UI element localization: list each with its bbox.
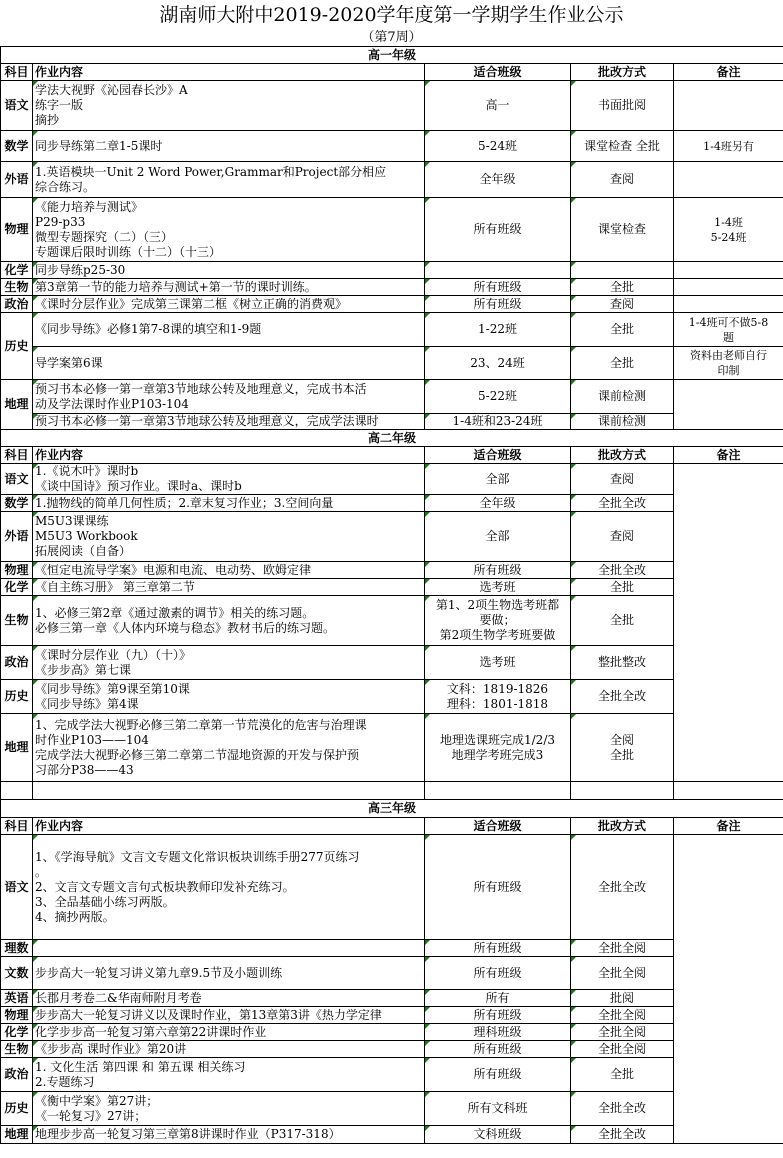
- classes-cell: 5-24班: [425, 131, 571, 162]
- content-cell-line: 《课时分层作业》完成第三课第二框《树立正确的消费观》: [35, 296, 348, 311]
- content-cell-line: 1. 文化生活 第四课 和 第五课 相关练习: [35, 1059, 246, 1074]
- content-cell-line: 第3章第一节的能力培养与测试+第一节的课时训练。: [35, 279, 317, 294]
- subject-cell: 地理: [1, 714, 33, 782]
- table-row: [1, 296, 783, 313]
- table-row: [1, 414, 783, 430]
- subject-cell: 化学: [1, 1024, 33, 1041]
- table-row: [1, 1126, 783, 1144]
- note-cell: [674, 464, 783, 782]
- classes-cell: 全年级: [425, 495, 571, 512]
- content-cell-line: 1.英语模块一Unit 2 Word Power,Grammar和Project部分相应: [35, 164, 387, 179]
- note-cell: [674, 262, 783, 279]
- subject-cell: 语文: [1, 81, 33, 131]
- content-cell: [33, 262, 425, 279]
- table-row: [1, 562, 783, 579]
- method-cell-line: 全阅: [609, 732, 634, 747]
- classes-cell: [425, 680, 571, 714]
- method-cell: 全批全阅: [571, 957, 674, 990]
- content-cell-line: 《恒定电流导学案》电源和电流、电动势、欧姆定律: [35, 562, 312, 577]
- note-cell: [674, 835, 783, 1144]
- content-cell-line: 长郡月考卷二&华南师附月考卷: [35, 990, 202, 1005]
- classes-cell: 所有文科班: [425, 1092, 571, 1126]
- content-cell-line: 2、文言文专题文言句式板块教师印发补充练习。: [35, 879, 295, 894]
- table-row: [1, 680, 783, 714]
- content-cell-line: 1.《说木叶》课时b: [35, 464, 139, 478]
- table-row: [1, 579, 783, 596]
- grade-title: 高一年级: [1, 47, 783, 64]
- content-cell: [33, 512, 425, 562]
- method-cell: 书面批阅: [571, 81, 674, 131]
- empty-cell: [425, 782, 571, 800]
- table-row: [1, 313, 783, 347]
- content-cell-line: 1.抛物线的简单几何性质；2.章末复习作业；3.空间向量: [35, 495, 334, 510]
- subject-cell: 数学: [1, 495, 33, 512]
- subject-cell: 数学: [1, 131, 33, 162]
- content-cell-line: 学法大视野《沁园春长沙》A: [35, 83, 188, 97]
- content-cell-line: 1、必修三第2章《通过激素的调节》相关的练习题。: [35, 605, 315, 620]
- subject-cell: 外语: [1, 512, 33, 562]
- header-subject: 科目: [1, 447, 33, 464]
- note-cell: [674, 313, 783, 347]
- content-cell-line: 同步导练第二章1-5课时: [35, 138, 163, 153]
- method-cell: 全批全阅: [571, 1024, 674, 1041]
- content-cell-line: 《同步导练》必修1第7-8课的填空和1-9题: [35, 322, 262, 336]
- classes-cell: 所有: [425, 990, 571, 1007]
- content-cell-line: 微型专题探究（二）（三）: [35, 229, 174, 244]
- table-row: [1, 646, 783, 680]
- subject-cell: 化学: [1, 579, 33, 596]
- note-cell: [674, 296, 783, 313]
- header-subject: 科目: [1, 64, 33, 81]
- table-row: [1, 990, 783, 1007]
- note-cell: [674, 81, 783, 131]
- content-cell-line: 时作业P103——104: [35, 732, 149, 747]
- header-note: 备注: [674, 447, 783, 464]
- classes-cell-line: 地理学考班完成3: [451, 747, 544, 762]
- method-cell: 课前检测: [571, 414, 674, 430]
- content-cell-line: 1、《学海导航》文言文专题文化常识板块训练手册277页练习: [35, 849, 360, 864]
- classes-cell-line: 第2项生物学考班要做: [439, 628, 556, 642]
- subject-cell: 文数: [1, 957, 33, 990]
- note-cell-line: 印制: [717, 364, 740, 377]
- method-cell: 查阅: [571, 512, 674, 562]
- content-cell: [33, 1007, 425, 1024]
- content-cell-line: 同步导练p25-30: [35, 262, 126, 277]
- content-cell-line: 《一轮复习》27讲；: [35, 1108, 147, 1123]
- method-cell: 课堂检查: [571, 198, 674, 262]
- content-cell: [33, 579, 425, 596]
- classes-cell: 5-22班: [425, 380, 571, 414]
- note-cell: [674, 198, 783, 262]
- subject-cell: 地理: [1, 1126, 33, 1144]
- content-cell: [33, 1041, 425, 1058]
- method-cell: 课堂检查 全批: [571, 131, 674, 162]
- subject-cell: 政治: [1, 1058, 33, 1092]
- classes-cell: 高一: [425, 81, 571, 131]
- table-row: [1, 596, 783, 646]
- table-row: [1, 162, 783, 198]
- content-cell: [33, 680, 425, 714]
- content-cell-line: 《同步导练》第9课至第10课: [35, 681, 190, 696]
- table-row: [1, 835, 783, 940]
- table-row: [1, 81, 783, 131]
- header-subject: 科目: [1, 818, 33, 835]
- header-content: 作业内容: [33, 64, 425, 81]
- week-label: （第7周）: [361, 30, 422, 45]
- content-cell-line: 步步高大一轮复习讲义以及课时作业，第13章第3讲《热力学定律: [35, 1007, 382, 1022]
- subject-cell: 地理: [1, 380, 33, 430]
- note-cell-line: 题: [723, 330, 735, 344]
- header-note: 备注: [674, 64, 783, 81]
- content-cell-line: 拓展阅读（自备）: [35, 544, 132, 558]
- content-cell-line: 练字一版: [35, 98, 84, 112]
- method-cell: 全批: [571, 579, 674, 596]
- method-cell: [571, 262, 674, 279]
- header-method: 批改方式: [571, 64, 674, 81]
- method-cell: 课前检测: [571, 380, 674, 414]
- method-cell: 查阅: [571, 162, 674, 198]
- content-cell-line: 2.专题练习: [35, 1074, 95, 1089]
- header-content: 作业内容: [33, 818, 425, 835]
- table-row: [1, 279, 783, 296]
- classes-cell: [425, 262, 571, 279]
- header-classes: 适合班级: [425, 447, 571, 464]
- content-cell-line: 1、完成学法大视野必修三第二章第一节荒漠化的危害与治理课: [35, 717, 367, 732]
- grade-title: 高三年级: [1, 800, 783, 818]
- grade-title: 高二年级: [1, 430, 783, 447]
- empty-cell: [1, 782, 33, 800]
- classes-cell: 所有班级: [425, 1058, 571, 1092]
- content-cell: [33, 562, 425, 579]
- header-content: 作业内容: [33, 447, 425, 464]
- method-cell: 全批: [571, 279, 674, 296]
- content-cell-line: 《谈中国诗》预习作业。课时a、课时b: [35, 479, 242, 493]
- method-cell: 全批: [571, 347, 674, 380]
- classes-cell-line: 第1、2项生物选考班都: [435, 598, 560, 612]
- subject-cell: 语文: [1, 464, 33, 495]
- subject-cell: 外语: [1, 162, 33, 198]
- content-cell-line: 3、全品基础小练习两版。: [35, 894, 175, 909]
- page-title: 湖南师大附中2019-2020学年度第一学期学生作业公示: [159, 4, 624, 26]
- note-cell-line: 1-4班: [714, 215, 743, 229]
- table-row: [1, 347, 783, 380]
- content-cell-line: 地理步步高一轮复习第三章第8讲课时作业（P317-318）: [35, 1127, 341, 1141]
- content-cell: [33, 198, 425, 262]
- header-classes: 适合班级: [425, 818, 571, 835]
- note-cell-line: 1-4班可不做5-8: [688, 315, 769, 329]
- subject-cell: 历史: [1, 313, 33, 380]
- content-cell: [33, 646, 425, 680]
- classes-cell: 全部: [425, 512, 571, 562]
- method-cell: 全批全阅: [571, 1041, 674, 1058]
- classes-cell: 全年级: [425, 162, 571, 198]
- content-cell-line: 动及学法课时作业P103-104: [35, 396, 189, 411]
- content-cell: [33, 957, 425, 990]
- classes-cell: 23、24班: [425, 347, 571, 380]
- homework-table: [0, 46, 783, 1144]
- note-cell-line: 5-24班: [710, 230, 747, 244]
- content-cell: [33, 414, 425, 430]
- note-cell: [674, 279, 783, 296]
- content-cell-line: 预习书本必修一第一章第3节地球公转及地理意义，完成学法课时: [35, 414, 379, 428]
- subject-cell: 生物: [1, 1041, 33, 1058]
- content-cell-line: 《课时分层作业（九）（十）》: [35, 647, 192, 662]
- content-cell: [33, 1092, 425, 1126]
- content-cell-line: 4、摘抄两版。: [35, 909, 115, 924]
- subject-cell: 理数: [1, 940, 33, 957]
- classes-cell: [425, 596, 571, 646]
- table-row: [1, 714, 783, 782]
- content-cell-line: 预习书本必修一第一章第3节地球公转及地理意义，完成书本活: [35, 381, 367, 396]
- method-cell-line: 全批: [609, 747, 634, 762]
- content-cell: [33, 495, 425, 512]
- classes-cell: 选考班: [425, 579, 571, 596]
- content-cell-line: 专题课后限时训练（十二）（十三）: [35, 244, 222, 259]
- method-cell: 全批: [571, 596, 674, 646]
- table-row: [1, 464, 783, 495]
- subject-cell: 政治: [1, 646, 33, 680]
- content-cell: [33, 131, 425, 162]
- subject-cell: 历史: [1, 1092, 33, 1126]
- method-cell: 全批全改: [571, 680, 674, 714]
- method-cell: 全批全改: [571, 562, 674, 579]
- method-cell: 整批整改: [571, 646, 674, 680]
- subject-cell: 物理: [1, 198, 33, 262]
- method-cell: 查阅: [571, 464, 674, 495]
- classes-cell-line: 理科：1801-1818: [446, 696, 549, 711]
- table-row: [1, 198, 783, 262]
- method-cell: 查阅: [571, 296, 674, 313]
- subject-cell: 英语: [1, 990, 33, 1007]
- table-row: [1, 262, 783, 279]
- content-cell: [33, 347, 425, 380]
- content-cell: [33, 313, 425, 347]
- note-cell: [674, 347, 783, 380]
- method-cell: 全批全阅: [571, 940, 674, 957]
- content-cell: [33, 380, 425, 414]
- table-row: [1, 940, 783, 957]
- method-cell: 全批: [571, 313, 674, 347]
- content-cell-line: 《同步导练》第4课: [35, 696, 139, 711]
- content-cell: [33, 279, 425, 296]
- content-cell-line: 《能力培养与测试》: [35, 199, 144, 214]
- content-cell: [33, 1024, 425, 1041]
- classes-cell: 选考班: [425, 646, 571, 680]
- content-cell-line: 《步步高》第七课: [35, 662, 132, 677]
- method-cell: 全批全阅: [571, 1007, 674, 1024]
- empty-cell: [674, 782, 783, 800]
- content-cell: [33, 714, 425, 782]
- table-row: [1, 380, 783, 414]
- subject-cell: 物理: [1, 1007, 33, 1024]
- content-cell: [33, 464, 425, 495]
- classes-cell: 所有班级: [425, 296, 571, 313]
- content-cell-line: 《衡中学案》第27讲；: [35, 1093, 159, 1108]
- header-method: 批改方式: [571, 447, 674, 464]
- content-cell: [33, 296, 425, 313]
- method-cell: 全批全改: [571, 495, 674, 512]
- classes-cell: 1-22班: [425, 313, 571, 347]
- classes-cell-line: 地理选课班完成1/2/3: [440, 732, 555, 747]
- classes-cell: 所有班级: [425, 279, 571, 296]
- method-cell: 全批全改: [571, 835, 674, 940]
- header-classes: 适合班级: [425, 64, 571, 81]
- content-cell-line: 《自主练习册》 第三章第二节: [35, 579, 195, 594]
- classes-cell: 所有班级: [425, 1007, 571, 1024]
- table-row: [1, 1058, 783, 1092]
- classes-cell-line: 文科：1819-1826: [446, 681, 549, 696]
- note-cell: 1-4班另有: [674, 131, 783, 162]
- empty-cell: [571, 782, 674, 800]
- content-cell: [33, 81, 425, 131]
- note-cell: [674, 380, 783, 430]
- content-cell: [33, 990, 425, 1007]
- table-row: [1, 512, 783, 562]
- content-cell-line: P29-p33: [35, 214, 86, 229]
- subject-cell: 语文: [1, 835, 33, 940]
- classes-cell: 所有班级: [425, 562, 571, 579]
- content-cell-line: M5U3 Workbook: [35, 529, 138, 543]
- classes-cell: 所有班级: [425, 940, 571, 957]
- content-cell-line: 摘抄: [35, 113, 60, 127]
- content-cell-line: 化学步步高一轮复习第六章第22讲课时作业: [35, 1024, 267, 1039]
- method-cell: 全批全改: [571, 1126, 674, 1144]
- classes-cell: 所有班级: [425, 198, 571, 262]
- content-cell-line: 。: [35, 864, 48, 879]
- subject-cell: 生物: [1, 596, 33, 646]
- classes-cell: 全部: [425, 464, 571, 495]
- table-row: [1, 1007, 783, 1024]
- subject-cell: 化学: [1, 262, 33, 279]
- table-row: [1, 131, 783, 162]
- classes-cell: 1-4班和23-24班: [425, 414, 571, 430]
- header-note: 备注: [674, 818, 783, 835]
- header-method: 批改方式: [571, 818, 674, 835]
- content-cell-line: 必修三第一章《人体内环境与稳态》教材书后的练习题。: [35, 620, 336, 635]
- content-cell: [33, 1126, 425, 1144]
- classes-cell-line: 要做；: [479, 613, 516, 627]
- subject-cell: 生物: [1, 279, 33, 296]
- content-cell-line: 完成学法大视野必修三第二章第二节湿地资源的开发与保护预: [35, 747, 360, 762]
- classes-cell: 文科班级: [425, 1126, 571, 1144]
- content-cell-line: M5U3课课练: [35, 514, 109, 528]
- content-cell-line: 导学案第6课: [35, 355, 103, 370]
- content-cell-line: 步步高大一轮复习讲义第九章9.5节及小题训练: [35, 965, 283, 980]
- table-row: [1, 957, 783, 990]
- classes-cell: 理科班级: [425, 1024, 571, 1041]
- method-cell: 全批: [571, 1058, 674, 1092]
- method-cell: 批阅: [571, 990, 674, 1007]
- method-cell: [571, 714, 674, 782]
- content-cell-line: 《步步高 课时作业》第20讲: [35, 1041, 187, 1056]
- table-row: [1, 495, 783, 512]
- subject-cell: 政治: [1, 296, 33, 313]
- method-cell: 全批全改: [571, 1092, 674, 1126]
- table-row: [1, 1041, 783, 1058]
- note-cell: [674, 162, 783, 198]
- content-cell: [33, 835, 425, 940]
- content-cell-line: 习部分P38——43: [35, 762, 134, 777]
- classes-cell: [425, 714, 571, 782]
- table-row: [1, 1024, 783, 1041]
- classes-cell: 所有班级: [425, 957, 571, 990]
- classes-cell: 所有班级: [425, 835, 571, 940]
- subject-cell: 物理: [1, 562, 33, 579]
- content-cell: [33, 596, 425, 646]
- subject-cell: 历史: [1, 680, 33, 714]
- content-cell-line: 综合练习。: [35, 179, 96, 194]
- content-cell: [33, 162, 425, 198]
- empty-cell: [33, 782, 425, 800]
- content-cell: [33, 1058, 425, 1092]
- note-cell-line: 资料由老师自行: [690, 349, 768, 362]
- table-row: [1, 1092, 783, 1126]
- content-cell: [33, 940, 425, 957]
- classes-cell: 所有班级: [425, 1041, 571, 1058]
